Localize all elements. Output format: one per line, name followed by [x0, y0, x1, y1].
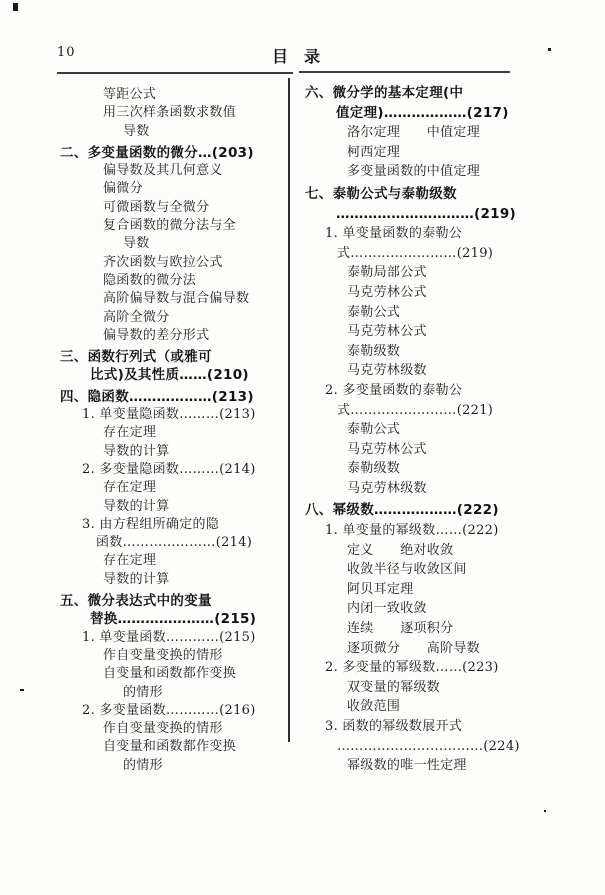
toc-entry: 八、幂级数………………(222)	[305, 502, 499, 519]
toc-entry: 泰勒公式	[347, 304, 401, 320]
toc-entry: 二、多变量函数的微分…(203)	[60, 144, 254, 161]
page-title: 目 录	[272, 47, 321, 66]
toc-entry: 定义 绝对收敛	[347, 542, 454, 558]
scan-artifact	[20, 689, 24, 691]
toc-entry: 存在定理	[103, 480, 157, 496]
toc-entry: 存在定理	[103, 553, 157, 569]
page-number: 10	[57, 45, 76, 60]
toc-entry: 2. 多变量的幂级数……(223)	[325, 660, 499, 676]
toc-entry: 导数的计算	[103, 571, 170, 587]
toc-entry: 洛尔定理 中值定理	[347, 125, 481, 141]
toc-entry: 逐项微分 高阶导数	[347, 640, 481, 656]
toc-column-left	[60, 86, 289, 775]
toc-entry: 泰勒局部公式	[347, 265, 427, 281]
toc-entry: 存在定理	[103, 425, 157, 441]
toc-entry: 值定理)………………(217)	[336, 104, 509, 121]
toc-entry: 3. 函数的幂级数展开式	[325, 719, 463, 734]
toc-entry: 马克劳林级数	[347, 480, 427, 496]
toc-entry: 导数	[123, 236, 150, 252]
scan-artifact	[548, 48, 551, 51]
toc-entry: 3. 由方程组所确定的隐	[82, 516, 220, 532]
toc-entry: 连续 逐项积分	[347, 621, 454, 637]
toc-entry: 作自变量变换的情形	[103, 721, 223, 737]
toc-entry: 1. 单变量函数…………(215)	[82, 629, 256, 645]
toc-entry: …………………………(219)	[336, 205, 517, 222]
toc-entry: 2. 多变量函数…………(216)	[82, 702, 256, 718]
toc-entry: 泰勒级数	[347, 461, 401, 477]
toc-entry: 自变量和函数都作变换	[103, 739, 237, 755]
toc-entry: 齐次函数与欧拉公式	[103, 254, 223, 270]
toc-entry: 函数…………………(214)	[96, 535, 253, 551]
toc-entry: 马克劳林级数	[347, 363, 427, 379]
toc-entry: 双变量的幂级数	[347, 679, 441, 695]
toc-entry: 马克劳林公式	[347, 441, 427, 457]
header-rule-right	[299, 71, 510, 73]
toc-entry: 三、函数行列式（或雅可	[60, 349, 212, 366]
toc-entry: 式……………………(221)	[337, 402, 494, 418]
toc-entry: 的情形	[123, 684, 163, 700]
toc-entry: 六、微分学的基本定理(中	[305, 85, 464, 101]
toc-entry: ……………………………(224)	[337, 738, 520, 754]
toc-entry: 比式)及其性质……(210)	[90, 367, 249, 384]
toc-entry: 马克劳林公式	[347, 284, 427, 300]
scan-artifact	[13, 3, 18, 11]
toc-entry: 可微函数与全微分	[103, 199, 210, 215]
toc-entry: 等距公式	[103, 87, 157, 102]
toc-entry: 的情形	[123, 757, 163, 773]
toc-entry: 柯西定理	[347, 144, 401, 160]
toc-entry: 收敛范围	[347, 699, 401, 715]
toc-entry: 导数的计算	[103, 443, 170, 459]
toc-entry: 多变量函数的中值定理	[347, 164, 481, 180]
toc-entry: 导数	[123, 123, 150, 139]
toc-entry: 泰勒级数	[347, 343, 401, 359]
toc-entry: 隐函数的微分法	[103, 272, 197, 288]
toc-entry: 2. 多变量隐函数………(214)	[82, 461, 256, 477]
toc-entry: 阿贝耳定理	[347, 581, 414, 597]
toc-entry: 导数的计算	[103, 498, 170, 514]
toc-entry: 内闭一致收敛	[347, 601, 427, 617]
toc-entry: 偏导数的差分形式	[103, 327, 210, 343]
toc-entry: 式……………………(219)	[337, 245, 494, 261]
toc-entry: 幂级数的唯一性定理	[347, 758, 467, 774]
toc-entry: 泰勒公式	[347, 422, 401, 438]
toc-entry: 替换…………………(215)	[90, 611, 257, 628]
toc-entry: 1. 单变量的幂级数……(222)	[325, 523, 499, 539]
toc-entry: 偏微分	[103, 181, 143, 197]
toc-entry: 高阶全微分	[103, 309, 170, 325]
toc-entry: 四、隐函数………………(213)	[60, 388, 254, 405]
toc-entry: 1. 单变量隐函数………(213)	[82, 407, 256, 423]
toc-entry: 2. 多变量函数的泰勒公	[325, 382, 463, 398]
toc-entry: 复合函数的微分法与全	[103, 218, 237, 234]
toc-column-right	[305, 84, 519, 776]
header-rule-left	[57, 72, 293, 74]
toc-entry: 高阶偏导数与混合偏导数	[103, 291, 250, 307]
toc-entry: 偏导数及其几何意义	[103, 163, 223, 179]
toc-entry: 收敛半径与收敛区间	[347, 562, 467, 578]
toc-entry: 用三次样条函数求数值	[103, 105, 237, 121]
toc-entry: 自变量和函数都作变换	[103, 666, 237, 682]
toc-entry: 七、泰勒公式与泰勒级数	[305, 185, 457, 202]
scan-artifact	[544, 810, 546, 812]
toc-entry: 作自变量变换的情形	[103, 647, 223, 663]
toc-entry: 1. 单变量函数的泰勒公	[325, 226, 463, 242]
toc-entry: 五、微分表达式中的变量	[60, 593, 212, 610]
toc-entry: 马克劳林公式	[347, 324, 427, 340]
